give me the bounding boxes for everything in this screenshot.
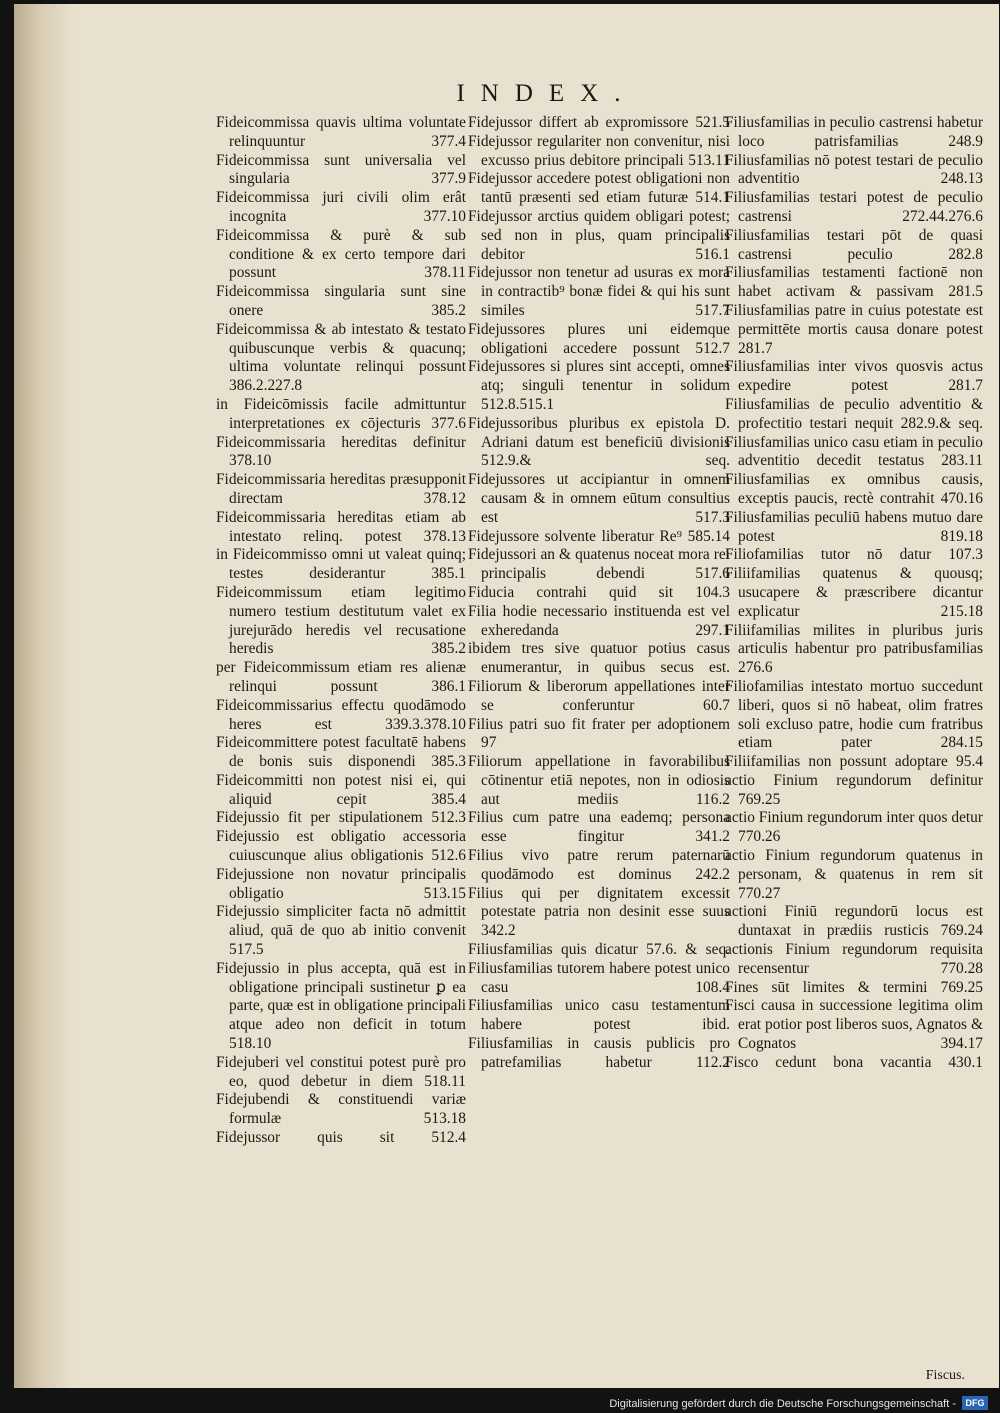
index-entry: Fidejussoribus pluribus ex epistola D. Adriani datum est beneficiū divisionis 512.9.& seq. [468, 414, 730, 470]
index-entry: Fideicommittere potest facultatē habens de bonis suis disponendi 385.3 [216, 734, 466, 771]
index-entry: Filiorum appellatione in favorabilibus cōtinentur etiā nepotes, non in odiosis aut mediis 116.2 [468, 753, 730, 808]
index-entry: in Fideicommisso omni ut valeat quinq; testes desiderantur 385.1 [216, 546, 466, 583]
index-entry: Filiusfamilias testari potest de peculio castrensi 272.44.276.6 [725, 189, 983, 225]
index-column-2 [468, 114, 730, 1073]
index-entry: actio Finium regundorum definitur 769.25 [725, 771, 983, 808]
index-entry: Fidejussores plures uni eidemque obligationi accedere possunt 512.7 [468, 320, 730, 357]
index-entry: Fideicommissaria hereditas etiam ab intestato relinq. potest 378.13 [216, 508, 466, 545]
index-entry: Filiifamilias milites in pluribus juris articulis habentur pro patribusfamilias 276.6 [725, 621, 983, 677]
index-entry: Fideicommissa & ab intestato & testato quibuscunque verbis & quacunq; ultima voluntate relinqui possunt 386.2.227.8 [216, 320, 466, 395]
index-entry: Fideicommissa sunt universalia vel singularia 377.9 [216, 151, 466, 188]
index-entry: Fideicommissum etiam legitimo numero testium destitutum valet ex jurejurādo heredis vel recusatione heredis 385.2 [216, 583, 466, 658]
index-entry: Filia hodie necessario instituenda est vel exheredanda 297.1 [468, 602, 730, 639]
index-entry: Fidejussio simpliciter facta nō admittit aliud, quā de quo ab initio convenit 517.5 [216, 903, 466, 959]
index-entry: Fidejussio fit per stipulationem 512.3 [216, 809, 466, 827]
index-entry: Fideicommissa singularia sunt sine onere 385.2 [216, 283, 466, 319]
index-entry: Filiusfamilias quis dicatur 57.6. & seq. [468, 941, 730, 959]
index-entry: Fidejussor quis sit 512.4 [216, 1129, 466, 1147]
index-entry: Fidejussori an & quatenus noceat mora rei principalis debendi 517.6 [468, 546, 730, 583]
index-entry: Filius cum patre una eademq; persona esse fingitur 341.2 [468, 809, 730, 846]
index-entry: Fidejuberi vel constitui potest purè pro eo, quod debetur in diem 518.11 [216, 1053, 466, 1090]
index-entry: Filiorum & liberorum appellationes inter se conferuntur 60.7 [468, 677, 730, 714]
index-entry: Fideicommissa quavis ultima voluntate relinquuntur 377.4 [216, 114, 466, 150]
index-entry: Fidejubendi & constituendi variæ formulæ 513.18 [216, 1091, 466, 1128]
index-entry: Fisci causa in successione legitima olim erat potior post liberos suos, Agnatos & Cognatos 394.17 [725, 997, 983, 1053]
dfg-logo: DFG [962, 1396, 988, 1410]
index-entry: Fidejussores ut accipiantur in omnem causam & in omnem eūtum consultius est 517.3 [468, 471, 730, 526]
index-entry: Fideicommissa juri civili olim erât incognita 377.10 [216, 189, 466, 225]
footer-credit: Digitalisierung gefördert durch die Deutsche Forschungsgemeinschaft - [609, 1398, 956, 1410]
index-entry: Fiducia contrahi quid sit 104.3 [468, 583, 730, 601]
index-entry: Filiusfamilias patre in cuius potestate est permittēte mortis causa donare potest 281.7 [725, 301, 983, 357]
index-entry: Filiusfamilias unico casu testamentum habere potest ibid. [468, 997, 730, 1034]
book-page [14, 4, 999, 1388]
index-entry: Fidejussor non tenetur ad usuras ex mora in contractib⁹ bonæ fidei & qui his sunt similes 517.7 [468, 264, 730, 319]
index-entry: Fidejussor accedere potest obligationi non tantū præsenti sed etiam futuræ 514.1 [468, 170, 730, 207]
index-entry: actio Finium regundorum quatenus in personam, & quatenus in rem sit 770.27 [725, 847, 983, 902]
index-entry: Filiusfamilias ex omnibus causis, exceptis paucis, rectè contrahit 470.16 [725, 471, 983, 507]
index-entry: Fideicommissarius effectu quodāmodo heres est 339.3.378.10 [216, 696, 466, 733]
index-entry: Fidejussio in plus accepta, quā est in obligatione principali sustinetur ꝑ ea parte, quæ est in obligatione principali atque adeo non deficit in totum 518.10 [216, 959, 466, 1053]
index-entry: Filius vivo patre rerum paternarū quodāmodo est dominus 242.2 [468, 847, 730, 883]
catchword: Fiscus. [925, 1368, 965, 1383]
page-header: INDEX. [456, 80, 637, 107]
index-entry: actioni Finiū regundorū locus est duntaxat in prædiis rusticis 769.24 [725, 903, 983, 940]
index-entry: in Fideicōmissis facile admittuntur interpretationes ex cōjecturis 377.6 [216, 395, 466, 432]
page-gutter-shadow [14, 4, 74, 1388]
index-entry: Filiofamilias intestato mortuo succedunt liberi, quos si nō habeat, olim fratres soli excluso patre, hodie cum fratribus etiam pater 284.15 [725, 677, 983, 752]
index-entry: Fisco cedunt bona vacantia 430.1 [725, 1053, 983, 1071]
index-entry: Filiifamilias non possunt adoptare 95.4 [725, 753, 983, 771]
index-entry: Fidejussore solvente liberatur Re⁹ 585.14 [468, 527, 730, 545]
index-entry: ibidem tres sive quatuor potius casus enumerantur, in quibus secus est. [468, 640, 730, 677]
index-entry: Filius patri suo fit frater per adoptionem 97 [468, 715, 730, 752]
index-entry: Filiusfamilias in peculio castrensi habetur loco patrisfamilias 248.9 [725, 114, 983, 150]
index-entry: Filiusfamilias testari pōt de quasi castrensi peculio 282.8 [725, 226, 983, 263]
index-entry: Fidejussor differt ab expromissore 521.5 [468, 114, 730, 131]
index-entry: actio Finium regundorum inter quos detur 770.26 [725, 809, 983, 846]
index-entry: Filiusfamilias nō potest testari de peculio adventitio 248.13 [725, 151, 983, 188]
index-entry: Filiusfamilias peculiū habens mutuo dare potest 819.18 [725, 508, 983, 545]
index-entry: actionis Finium regundorum requisita recensentur 770.28 [725, 941, 983, 977]
index-entry: Fidejussores si plures sint accepti, omnes atq; singuli tenentur in solidum 512.8.515.1 [468, 358, 730, 413]
index-entry: Filiusfamilias inter vivos quosvis actus expedire potest 281.7 [725, 358, 983, 395]
index-column-3 [725, 114, 983, 1073]
index-entry: Fidejussione non novatur principalis obligatio 513.15 [216, 865, 466, 902]
index-entry: Fideicommitti non potest nisi ei, qui aliquid cepit 385.4 [216, 771, 466, 808]
index-entry: Fines sūt limites & termini 769.25 [725, 978, 983, 996]
index-entry: Filiusfamilias de peculio adventitio & profectitio testari nequit 282.9.& seq. [725, 395, 983, 432]
index-entry: per Fideicommissum etiam res alienæ relinqui possunt 386.1 [216, 659, 466, 695]
index-entry: Filiusfamilias unico casu etiam in peculio adventitio decedit testatus 283.11 [725, 433, 983, 470]
index-entry: Filiusfamilias testamenti factionē non habet activam & passivam 281.5 [725, 264, 983, 301]
index-entry: Fideicommissaria hereditas præsupponit directam 378.12 [216, 471, 466, 507]
index-entry: Fideicommissa & purè & sub conditione & ex certo tempore dari possunt 378.11 [216, 226, 466, 282]
index-entry: Fidejussio est obligatio accessoria cuiuscunque alius obligationis 512.6 [216, 828, 466, 865]
index-entry: Filius qui per dignitatem excessit potestate patria non desinit esse suus 342.2 [468, 884, 730, 940]
index-entry: Filiusfamilias in causis publicis pro patrefamilias habetur 112.2 [468, 1035, 730, 1071]
index-entry: Fideicommissaria hereditas definitur 378.10 [216, 433, 466, 470]
index-entry: Filiusfamilias tutorem habere potest unico casu 108.4 [468, 959, 730, 996]
index-entry: Fidejussor regulariter non convenitur, nisi excusso prius debitore principali 513.11 [468, 132, 730, 169]
index-entry: Fidejussor arctius quidem obligari potest; sed non in plus, quam principalis debitor 516.1 [468, 207, 730, 263]
index-entry: Filiifamilias quatenus & quousq; usucapere & præscribere dicantur explicatur 215.18 [725, 565, 983, 620]
index-entry: Filiofamilias tutor nō datur 107.3 [725, 546, 983, 564]
index-column-1 [216, 114, 466, 1148]
